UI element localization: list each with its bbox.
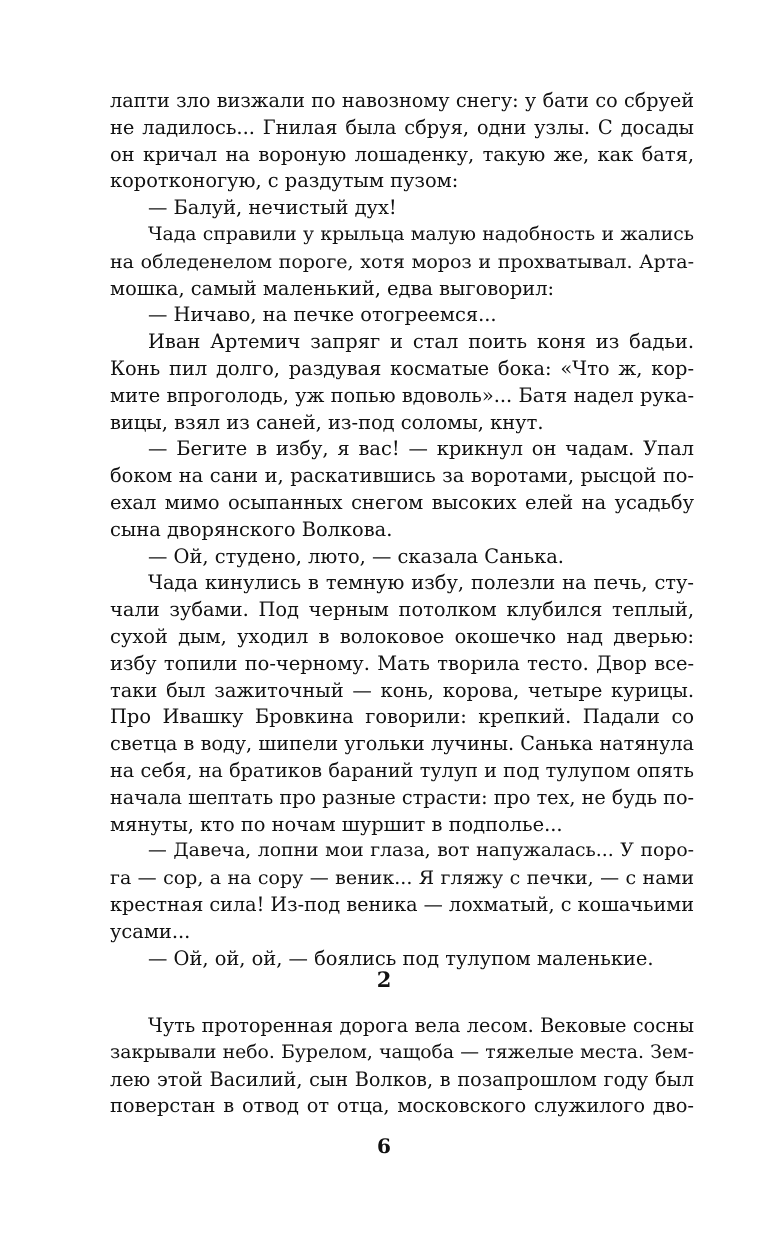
text-line: не ладилось... Гнилая была сбруя, одни узлы. С досады [110, 115, 694, 139]
text-line: на себя, на братиков бараний тулуп и под тулупом опять [110, 758, 694, 782]
text-line: светца в воду, шипели угольки лучины. Санька натянула [110, 732, 694, 756]
text-line: начала шептать про разные страсти: про тех, не будь по- [110, 785, 694, 809]
text-line: крестная сила! Из-под веника — лохматый, с кошачьими [110, 892, 694, 916]
text-block-2 [110, 1013, 694, 1120]
text-line: Иван Артемич запряг и стал поить коня из бадьи. [148, 330, 694, 354]
text-line: — Ой, студено, люто, — сказала Санька. [148, 544, 564, 568]
text-line: вицы, взял из саней, из-под соломы, кнут. [110, 410, 544, 434]
text-line: ехал мимо осыпанных снегом высоких елей на усадьбу [110, 490, 694, 514]
text-block-1 [110, 88, 694, 972]
text-line: — Ой, ой, ой, — боялись под тулупом маленькие. [148, 946, 654, 970]
text-line: Чада справили у крыльца малую надобность и жались [148, 223, 694, 245]
text-line: Чада кинулись в темную избу, полезли на печь, сту- [148, 571, 694, 595]
text-line: мошка, самый маленький, едва выговорил: [110, 276, 555, 300]
text-line: мите впроголодь, уж попью вдоволь»... Батя надел рука- [110, 383, 694, 407]
text-line: мянуты, кто по ночам шуршит в подполье... [110, 812, 563, 836]
text-line: сухой дым, уходил в волоковое окошечко над дверью: [110, 624, 694, 648]
chapter-heading: 2 [376, 967, 392, 992]
text-line: он кричал на вороную лошаденку, такую же, как батя, [110, 142, 694, 166]
text-line: — Балуй, нечистый дух! [148, 196, 397, 220]
text-line: Конь пил долго, раздувая косматые бока: «Что ж, кор- [110, 356, 694, 380]
text-line: лапти зло визжали по навозному снегу: у бати со сбруей [110, 89, 694, 112]
text-line: таки был зажиточный — конь, корова, четыре курицы. [110, 678, 694, 702]
text-line: лею этой Василий, сын Волков, в позапрошлом году был [110, 1067, 694, 1091]
text-line: избу топили по-черному. Мать творила тесто. Двор все- [110, 651, 694, 675]
text-line: га — сор, а на сору — веник... Я гляжу с печки, — с нами [110, 867, 694, 890]
text-line: Чуть проторенная дорога вела лесом. Вековые сосны [148, 1014, 694, 1037]
text-line: боком на сани и, раскатившись за воротами, рысцой по- [110, 464, 694, 488]
text-line: Про Ивашку Бровкина говорили: крепкий. Падали со [110, 705, 694, 729]
text-line: усами... [110, 919, 191, 943]
text-line: коротконогую, с раздутым пузом: [110, 169, 459, 193]
text-line: поверстан в отвод от отца, московского служилого дво- [110, 1094, 694, 1118]
text-line: — Бегите в избу, я вас! — крикнул он чадам. Упал [148, 437, 694, 461]
text-line: чали зубами. Под черным потолком клубился теплый, [110, 598, 694, 622]
text-line: сына дворянского Волкова. [110, 517, 393, 541]
text-line: на обледенелом пороге, хотя мороз и прохватывал. Арта- [110, 250, 694, 273]
text-line: — Ничаво, на печке отогреемся... [148, 303, 497, 327]
text-line: — Давеча, лопни мои глаза, вот напужалась... У поро- [148, 840, 694, 862]
text-line: закрывали небо. Бурелом, чащоба — тяжелые места. Зем- [110, 1041, 694, 1063]
page-number: 6 [377, 1134, 391, 1158]
